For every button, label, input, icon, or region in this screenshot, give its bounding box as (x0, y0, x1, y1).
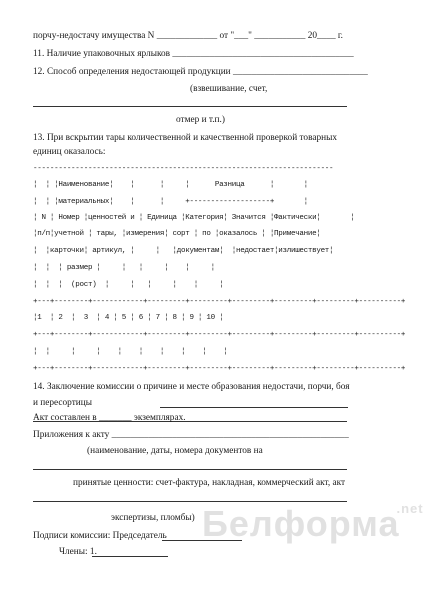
blank-line (92, 556, 168, 557)
hint-attachments-1: (наименование, даты, номера документов на (87, 446, 263, 456)
table-header-row: ¦ ¦ ¦ размер ¦ ¦ ¦ ¦ ¦ ¦ (33, 264, 215, 272)
line-attachments: Приложения к акту ___________________________________________________ (33, 430, 349, 440)
table-border-bottom: +---+--------+------------+---------+---------+---------+---------+---------+----------+ (33, 365, 406, 373)
line-section-14-cont: и пересортицы (33, 398, 92, 408)
hint-method-1: (взвешивание, счет, (190, 84, 268, 94)
table-header-row: ¦ N ¦ Номер ¦ценностей и ¦ Единица ¦Категория¦ Значится ¦Фактически¦ ¦ (33, 214, 355, 222)
blank-line (33, 469, 347, 470)
table-number-row: ¦1 ¦ 2 ¦ 3 ¦ 4 ¦ 5 ¦ 6 ¦ 7 ¦ 8 ¦ 9 ¦ 10 ¦ (33, 314, 224, 322)
table-header-row: ¦ ¦карточки¦ артикул, ¦ ¦ ¦документам¦ ¦недостает¦излишествует¦ (33, 247, 334, 255)
line-section-14: 14. Заключение комиссии о причине и месте образования недостачи, порчи, боя (33, 382, 350, 392)
table-header-row: ¦ ¦ ¦Наименование¦ ¦ ¦ ¦ Разница ¦ ¦ (33, 181, 308, 189)
hint-attachments-3: экспертизы, пломбы) (111, 513, 195, 523)
table-empty-row: ¦ ¦ ¦ ¦ ¦ ¦ ¦ ¦ ¦ ¦ (33, 348, 228, 356)
table-separator: +---+--------+------------+---------+---------+---------+---------+---------+----------+ (33, 331, 406, 339)
line-copies: Акт составлен в _______ экземплярах. (33, 413, 186, 423)
table-header-row: ¦ ¦ ¦материальных¦ ¦ ¦ +-------------------+ ¦ (33, 198, 308, 206)
line-act-number: порчу-недостачу имущества N _____________ от "___" ___________ 20____ г. (33, 31, 344, 41)
line-packing-labels: 11. Наличие упаковочных ярлыков _______________________________________ (33, 49, 354, 59)
table-header-row: ¦ ¦ ¦ (рост) ¦ ¦ ¦ ¦ ¦ ¦ (33, 281, 224, 289)
line-section-13-cont: единиц оказалось: (33, 147, 106, 157)
table-separator: +---+--------+------------+---------+---------+---------+---------+---------+----------+ (33, 298, 406, 306)
belforma-watermark (202, 503, 424, 545)
line-method: 12. Способ определения недостающей продукции _____________________________ (33, 67, 368, 77)
table-header-row: ¦п/п¦учетной ¦ тары, ¦измерения¦ сорт ¦ по ¦оказалось ¦ ¦Примечание¦ (33, 230, 321, 238)
watermark-suffix: .net (396, 501, 424, 516)
watermark-text: Белформа (202, 503, 400, 544)
blank-line (33, 501, 347, 502)
table-border-top: ----------------------------------------------------------------------- (33, 165, 334, 173)
line-section-13: 13. При вскрытии тары количественной и качественной проверкой товарных (33, 133, 337, 143)
hint-attachments-2: принятые ценности: счет-фактура, накладная, коммерческий акт, акт (73, 478, 346, 488)
line-members: Члены: 1. (59, 547, 97, 557)
blank-line (160, 407, 348, 408)
line-signatures: Подписи комиссии: Председатель (33, 531, 167, 541)
hint-method-2: отмер и т.п.) (176, 115, 225, 125)
blank-line (33, 106, 347, 107)
